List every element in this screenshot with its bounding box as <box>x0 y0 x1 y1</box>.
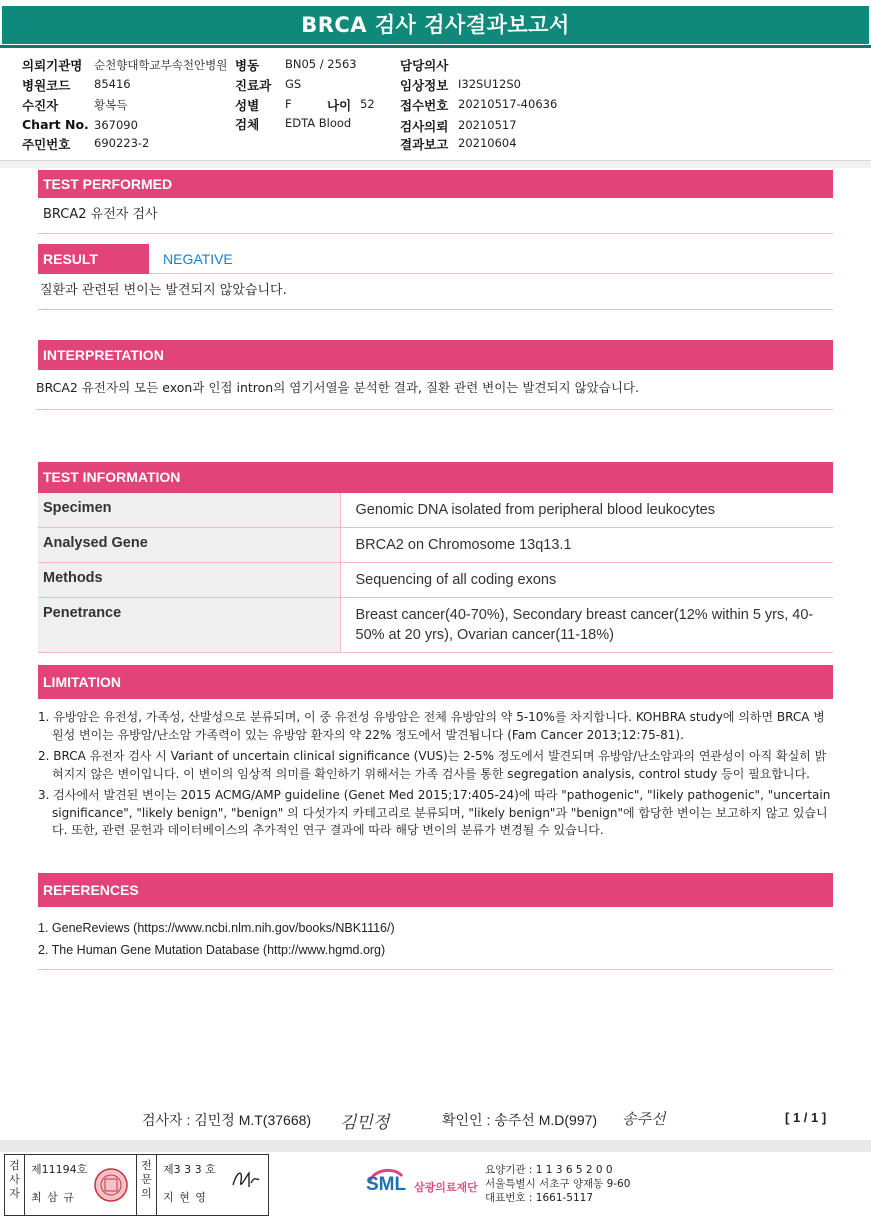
section-references <box>38 873 833 970</box>
tester-label: 검사자 : 김민정 M.T(37668) <box>142 1112 312 1128</box>
sml-logo-text: SML <box>366 1174 407 1195</box>
interpretation-text: BRCA2 유전자의 모든 exon과 인접 intron의 염기서열을 분석한 결과, 질환 관련 변이는 발견되지 않았습니다. <box>36 370 833 410</box>
label-accession-no: 접수번호 <box>400 98 449 113</box>
ti-value: Breast cancer(40-70%), Secondary breast cancer(12% within 5 yrs, 40-50% at 20 yrs), Ovarian cancer(11-18%) <box>340 598 833 653</box>
list-item: 2. BRCA 유전자 검사 시 Variant of uncertain clinical significance (VUS)는 2-5% 정도에서 발견되며 유방암/난소암과의 연관성이 아직 확실히 밝혀지지 않은 변이입니다. 이 변이의 임상적 의미를 확인하기 위해서는 가족 검사를 통한 segregation analysis, control study 등이 필요합니다. <box>38 749 827 781</box>
stamp-label-specialist-text: 전 문 의 <box>141 1159 152 1200</box>
label-patient: 수진자 <box>22 98 59 113</box>
stamp-tester-cell <box>25 1155 137 1215</box>
table-row <box>38 493 833 528</box>
confirmer-signature: 송주선 <box>622 1110 666 1128</box>
report-title-bar <box>0 0 871 48</box>
list-item: 3. 검사에서 발견된 변이는 2015 ACMG/AMP guideline (Genet Med 2015;17:405-24)에 따라 "pathogenic", "likely pathogenic", "uncertain significance", "likely benign", "benign" 의 다섯가지 카테고리로 분류되며, "likely benign"과 "benign"에 합당한 변이는 보고하지 않고 있습니다. 또한, 관련 문헌과 데이터베이스의 추가적인 연구 결과에 따라 해당 변이의 분류가 변경될 수 있습니다. <box>38 788 831 837</box>
signature-scribble-icon <box>229 1165 263 1195</box>
ti-key: Methods <box>38 563 340 598</box>
sml-logo <box>366 1162 486 1202</box>
section-heading-references: REFERENCES <box>38 873 833 907</box>
confirmer-label: 확인인 : 송주선 M.D(997) <box>442 1112 598 1128</box>
references-list <box>38 907 833 970</box>
label-ward: 병동 <box>235 58 260 73</box>
ti-value: BRCA2 on Chromosome 13q13.1 <box>340 528 833 563</box>
value-hospital-code: 85416 <box>94 77 131 91</box>
stamp-label-tester-text: 검 사 자 <box>9 1159 20 1200</box>
footer <box>4 1154 867 1216</box>
ti-key: Specimen <box>38 493 340 528</box>
value-chart-no: 367090 <box>94 118 138 132</box>
value-ward: BN05 / 2563 <box>285 57 357 71</box>
seal-stamp-icon <box>93 1167 129 1203</box>
test-performed-text: BRCA2 유전자 검사 <box>38 198 833 234</box>
result-row <box>38 244 833 274</box>
label-department: 진료과 <box>235 78 272 93</box>
stamp-label-specialist <box>137 1155 157 1215</box>
result-value: NEGATIVE <box>163 251 233 267</box>
section-result <box>38 244 833 310</box>
list-item: 1. 유방암은 유전성, 가족성, 산발성으로 분류되며, 이 중 유전성 유방암은 전체 유방암의 약 5-10%를 차지합니다. KOHBRA study에 의하면 BRCA 병원성 변이는 유방암/난소암 가족력이 있는 유방암 환자의 약 22% 정도에서 발견됩니다 (Fam Cancer 2013;12:75-81). <box>38 710 825 742</box>
test-information-table <box>38 493 833 653</box>
label-sex: 성별 <box>235 98 260 113</box>
label-clinical-info: 임상정보 <box>400 78 449 93</box>
label-doctor: 담당의사 <box>400 58 449 73</box>
tester-license-no: 제11194호 <box>31 1163 88 1176</box>
value-specimen: EDTA Blood <box>285 116 352 130</box>
value-sex: F <box>285 97 292 111</box>
value-report-date: 20210604 <box>458 136 517 150</box>
footer-divider <box>0 1140 871 1152</box>
org-code: 요양기관 : 1 1 3 6 5 2 0 0 <box>485 1164 613 1176</box>
list-item: 1. GeneReviews (https://www.ncbi.nlm.nih.gov/books/NBK1116/) <box>38 921 395 935</box>
value-clinical-info: I32SU12S0 <box>458 77 521 91</box>
page-indicator: [ 1 / 1 ] <box>785 1110 827 1125</box>
section-heading-test-performed: TEST PERFORMED <box>38 170 833 198</box>
section-heading-test-information: TEST INFORMATION <box>38 462 833 493</box>
section-heading-result: RESULT <box>38 244 149 274</box>
label-age: 나이 <box>327 98 352 113</box>
label-resident-no: 주민번호 <box>22 137 71 152</box>
value-requesting-institution: 순천향대학교부속천안병원 <box>94 58 228 72</box>
table-row <box>38 598 833 653</box>
label-hospital-code: 병원코드 <box>22 78 71 93</box>
label-requesting-institution: 의뢰기관명 <box>22 58 83 73</box>
label-specimen: 검체 <box>235 117 260 132</box>
section-heading-limitation: LIMITATION <box>38 665 833 699</box>
section-limitation <box>38 665 833 844</box>
value-accession-no: 20210517-40636 <box>458 97 558 111</box>
result-text: 질환과 관련된 변이는 발견되지 않았습니다. <box>38 274 833 310</box>
specialist-name: 지 현 영 <box>163 1191 207 1204</box>
tester-signature: 김민정 <box>340 1113 390 1133</box>
table-row <box>38 528 833 563</box>
label-request-date: 검사의뢰 <box>400 119 449 134</box>
header-divider <box>0 160 871 168</box>
org-name: 삼광의료재단 <box>414 1181 478 1194</box>
limitation-list <box>38 709 833 840</box>
section-test-performed <box>38 170 833 234</box>
license-stamp-box <box>4 1154 269 1216</box>
ti-value: Genomic DNA isolated from peripheral blood leukocytes <box>340 493 833 528</box>
stamp-specialist-cell <box>157 1155 269 1215</box>
label-chart-no: Chart No. <box>22 117 89 132</box>
org-info <box>485 1163 630 1205</box>
section-heading-interpretation: INTERPRETATION <box>38 340 833 370</box>
signature-row <box>0 1108 871 1132</box>
ti-value: Sequencing of all coding exons <box>340 563 833 598</box>
patient-info-header <box>22 56 852 156</box>
list-item: 2. The Human Gene Mutation Database (http://www.hgmd.org) <box>38 943 386 957</box>
stamp-label-tester <box>5 1155 25 1215</box>
tester-name: 최 삼 규 <box>31 1191 75 1204</box>
value-patient: 황복득 <box>94 98 128 112</box>
org-address: 서울특별시 서초구 양재동 9-60 <box>485 1178 631 1190</box>
value-age: 52 <box>360 97 375 111</box>
specialist-license-no: 제3 3 3 호 <box>163 1163 216 1176</box>
table-row <box>38 563 833 598</box>
report-title: BRCA 검사 검사결과보고서 <box>2 6 869 44</box>
value-resident-no: 690223-2 <box>94 136 150 150</box>
value-department: GS <box>285 77 302 91</box>
section-test-information <box>38 462 833 653</box>
ti-key: Penetrance <box>38 598 340 653</box>
section-interpretation <box>38 340 833 410</box>
label-report-date: 결과보고 <box>400 137 449 152</box>
value-request-date: 20210517 <box>458 118 517 132</box>
org-phone: 대표번호 : 1661-5117 <box>485 1192 594 1204</box>
ti-key: Analysed Gene <box>38 528 340 563</box>
